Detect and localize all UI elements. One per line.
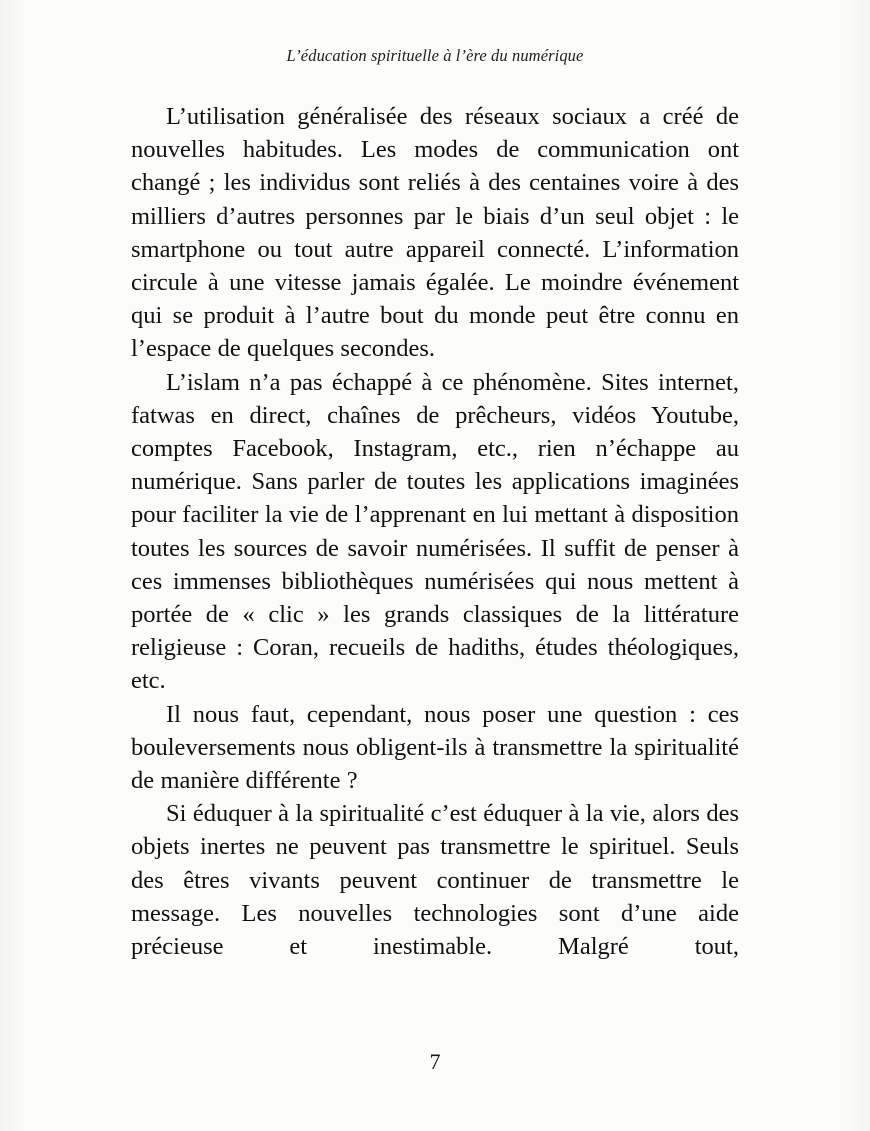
paragraph: Si éduquer à la spiritualité c’est éduquer à la vie, alors des objets inertes ne peuvent pas transmettre le spirituel. Seuls des êtres vivants peuvent continuer de transmettre le message. Les nouvelles technologies sont d’une aide précieuse et inestimable. Malgré tout, [131, 800, 739, 961]
running-head: L’éducation spirituelle à l’ère du numérique [286, 46, 584, 65]
paragraph: L’utilisation généralisée des réseaux sociaux a créé de nouvelles habitudes. Les modes de communication ont changé ; les individus sont reliés à des centaines voire à des milliers d’autres personnes par le biais d’un seul objet : le smartphone ou tout autre appareil connecté. L’information circule à une vitesse jamais égalée. Le moindre événement qui se produit à l’autre bout du monde peut être connu en l’espace de quelques secondes. [131, 103, 739, 363]
paragraph: Il nous faut, cependant, nous poser une question : ces bouleversements nous obligent-ils à transmettre la spiritualité de manière différente ? [131, 700, 739, 795]
paragraph: L’islam n’a pas échappé à ce phénomène. Sites internet, fatwas en direct, chaînes de prêcheurs, vidéos Youtube, comptes Facebook, Instagram, etc., rien n’échappe au numérique. Sans parler de toutes les applications imaginées pour faciliter la vie de l’apprenant en lui mettant à disposition toutes les sources de savoir numérisées. Il suffit de penser à ces immenses bibliothèques numérisées qui nous mettent à portée de « clic » les grands classiques de la littérature religieuse : Coran, recueils de hadiths, études théologiques, etc. [131, 368, 739, 695]
body-text-column [131, 100, 739, 963]
page-edge-shading-left [0, 0, 26, 1131]
page-edge-shading-right [844, 0, 870, 1131]
page-number: 7 [429, 1049, 441, 1074]
